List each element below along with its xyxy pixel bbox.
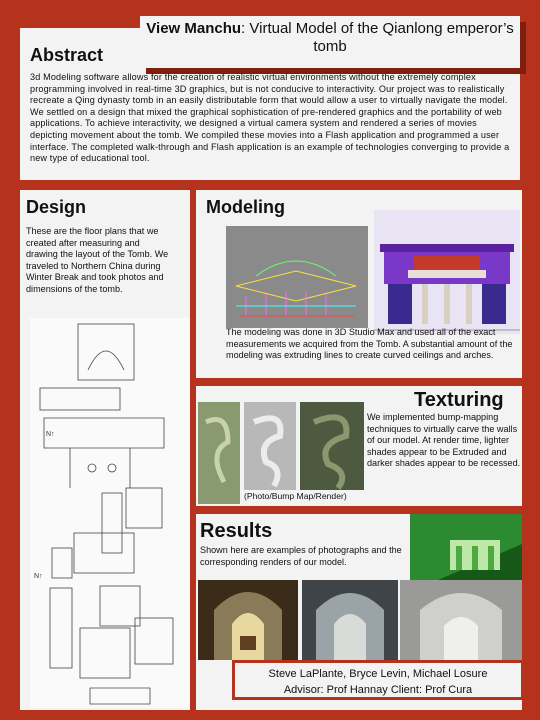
abstract-heading: Abstract <box>30 45 104 65</box>
bump-map-image <box>244 402 296 490</box>
sketch-note: N↑ <box>46 431 55 438</box>
design-text: These are the floor plans that we created after measuring and drawing the layout of the Tomb. We traveled to Northern China during Winter Break and took photos and dimensions of the tomb. <box>26 226 169 294</box>
wireframe-image <box>226 226 368 328</box>
tomb-render-1 <box>302 580 398 660</box>
texture-render-image <box>300 402 364 490</box>
floor-plan-sketch <box>30 318 190 708</box>
wireframe-render <box>226 226 368 328</box>
credits-authors: Steve LaPlante, Bryce Levin, Michael Losure <box>268 668 488 680</box>
tomb-render-2-image <box>400 580 522 660</box>
texturing-text: We implemented bump-mapping techniques to virtually carve the walls of our model. At render time, lighter shades appear to be Extruded and darker shades appear to be recessed. <box>367 412 521 469</box>
credits-box <box>232 660 524 700</box>
texture-render <box>300 402 364 490</box>
modeling-heading: Modeling <box>206 197 285 217</box>
results-heading: Results <box>200 520 273 542</box>
texture-caption: (Photo/Bump Map/Render) <box>244 491 347 501</box>
title-rest: : Virtual Model of the Qianlong emperor’s tomb <box>241 20 514 55</box>
texture-photo-image <box>198 402 240 504</box>
design-heading: Design <box>26 197 87 217</box>
tomb-render-2 <box>400 580 522 660</box>
poster-title <box>140 16 520 68</box>
title-bold: View Manchu <box>146 20 242 37</box>
sketch-note: N↑ <box>34 573 43 580</box>
model-render <box>374 210 520 334</box>
bump-map <box>244 402 296 490</box>
texturing-heading: Texturing <box>414 389 504 411</box>
credits-advisors: Advisor: Prof Hannay Client: Prof Cura <box>283 684 473 696</box>
abstract-text: 3d Modeling software allows for the creation of realistic virtual environments without the extremely complex programming involved in real-time 3D graphics, but is not conducive to interactivity. Our project was to realistically recreate a Qing dynasty tomb in an easily distributable form that would allow a user to virtually navigate the model. We settled on a design that mixed the graphical sophistication of pre-rendered graphics and the portability of web applications. To achieve interactivity, we designed a virtual camera system and rendered a series of movies depicting movement about the tomb. We compiled these movies into a Flash application and programmed a user interface. The completed walk-through and Flash application is an example of technologies converging to provide a new type of educational tool. <box>30 72 510 164</box>
modeling-text: The modeling was done in 3D Studio Max and used all of the exact measurements we acquired from the Tomb. A substantial amount of the modeling was extruding lines to create curved ceilings and arches. <box>226 327 513 361</box>
results-text: Shown here are examples of photographs and the corresponding renders of our model. <box>200 545 402 567</box>
floor-plan-drawing <box>30 318 190 708</box>
texture-photo <box>198 402 240 504</box>
tomb-render-1-image <box>302 580 398 660</box>
model-render-image <box>374 210 520 334</box>
tomb-photo-image <box>198 580 298 660</box>
tomb-photo <box>198 580 298 660</box>
